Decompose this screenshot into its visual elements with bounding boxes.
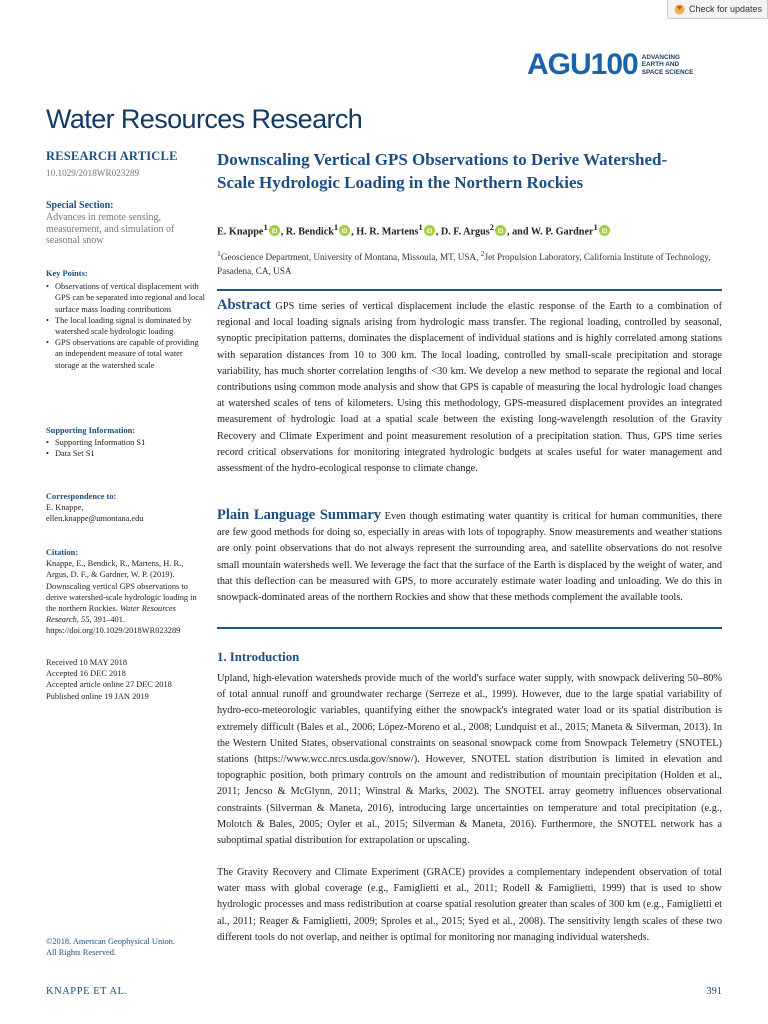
citation-body: Knappe, E., Bendick, R., Martens, H. R., Argus, D. F., & Gardner, W. P. (2019). Downscaling vertical GPS observations to derive watershed-scale hydrologic loading in the northern Rockies. xyxy=(46,559,197,614)
special-section-label: Special Section: xyxy=(46,200,114,211)
author-separator: , xyxy=(351,226,357,238)
orcid-icon[interactable] xyxy=(269,225,280,236)
orcid-icon[interactable] xyxy=(424,225,435,236)
article-type: RESEARCH ARTICLE xyxy=(46,149,178,163)
author-separator: , xyxy=(280,226,286,238)
page-number: 391 xyxy=(706,986,722,997)
orcid-icon[interactable] xyxy=(599,225,610,236)
citation-volume: 55 xyxy=(81,615,90,625)
author-separator: , and xyxy=(506,226,531,238)
author-affiliation-number: 1 xyxy=(333,222,339,232)
orcid-icon[interactable] xyxy=(495,225,506,236)
article-title: Downscaling Vertical GPS Observations to Derive Watershed-Scale Hydrologic Loading in the Northern Rockies xyxy=(217,150,668,192)
author-separator: , xyxy=(435,226,441,238)
key-point: • The local loading signal is dominated by watershed scale hydrologic loading xyxy=(46,315,206,337)
crossmark-icon xyxy=(674,4,685,15)
special-section-text: Advances in remote sensing, measurement, and simulation of seasonal snow xyxy=(46,212,175,247)
agu-tagline-line: ADVANCING xyxy=(641,53,680,61)
date-accepted-online: Accepted article online 27 DEC 2018 xyxy=(46,680,172,690)
correspondence-label: Correspondence to: xyxy=(46,492,117,501)
dates xyxy=(46,657,206,702)
abstract-heading: Abstract xyxy=(217,297,271,313)
orcid-icon[interactable] xyxy=(339,225,350,236)
agu-logo xyxy=(527,48,717,82)
abstract-text: GPS time series of vertical displacement include the elastic response of the Earth to a combination of regional and local loading signals arising from hydrologic mass transfer. The regional loading, controlled by seasonal, synoptic precipitation patterns, dominates the displacement of individual stations and is highly correlated among stations with separation distances from 10 to 300 km. The local loading, controlled by small-scale precipitation and storage variability, has much shorter correlation lengths of <30 km. We develop a new method to separate the regional and local contributions using common mode analysis and show that GPS is capable of measuring the local hydrologic load changes at watershed scales of tens of kilometers. Using this methodology, GPS-measured displacement provides an integrated measurement of hydrologic load at a spatial scale between the existing long-wavelength resolution of the Gravity Recovery and Climate Experiment and point measurement resolution of a precipitation station. Thus, GPS time series record critical observations for monitoring integrated hydrologic budgets at scales useful for water management and assessment of the hydro-ecological response to climate change. xyxy=(217,301,722,475)
correspondence-email[interactable]: ellen.knappe@umontana.edu xyxy=(46,514,144,524)
author-name: W. P. Gardner xyxy=(530,226,594,238)
author-affiliation-number: 2 xyxy=(489,222,494,232)
divider xyxy=(217,289,722,291)
svg-text:iD: iD xyxy=(601,229,608,236)
abstract xyxy=(217,297,722,477)
affiliations: $^1$Geoscience Department, University of Montana, Missoula, MT, USA, $^2$Jet Propulsion Laboratory, California Institute of Technology, Pasadena, CA, USA xyxy=(217,249,711,277)
svg-text:iD: iD xyxy=(271,229,278,236)
correspondence xyxy=(46,491,206,525)
copyright-line: All Rights Reserved. xyxy=(46,948,117,958)
date-accepted: Accepted 16 DEC 2018 xyxy=(46,669,126,679)
affiliation-2: Jet Propulsion Laboratory, California Institute of Technology, Pasadena, CA, USA xyxy=(217,252,711,277)
supporting-label: Supporting Information: xyxy=(46,426,136,435)
author-list xyxy=(217,222,611,237)
author-affiliation-number: 1 xyxy=(418,222,423,232)
correspondence-name: E. Knappe, xyxy=(46,503,84,513)
doi: 10.1029/2018WR023289 xyxy=(46,168,140,178)
pls-heading: Plain Language Summary xyxy=(217,507,382,523)
citation-label: Citation: xyxy=(46,548,79,557)
agu-tagline-line: SPACE SCIENCE xyxy=(641,68,694,76)
date-published: Published online 19 JAN 2019 xyxy=(46,691,149,701)
section-heading: 1. Introduction xyxy=(217,650,300,664)
plain-language-summary xyxy=(217,507,722,606)
author-name: H. R. Martens xyxy=(356,226,419,238)
svg-text:iD: iD xyxy=(426,229,433,236)
journal-title: Water Resources Research xyxy=(46,104,363,134)
supporting-item[interactable]: • Data Set S1 xyxy=(46,448,206,459)
agu-tagline-line: EARTH AND xyxy=(641,61,680,69)
key-points xyxy=(46,268,206,371)
author-name: R. Bendick xyxy=(285,226,334,238)
svg-text:iD: iD xyxy=(341,229,348,236)
key-point: • GPS observations are capable of providing an independent measure of total water storage at the watershed scale xyxy=(46,337,206,371)
author-affiliation-number: 1 xyxy=(263,222,268,232)
key-points-label: Key Points: xyxy=(46,269,88,278)
date-received: Received 10 MAY 2018 xyxy=(46,658,128,667)
supporting-item[interactable]: • Supporting Information S1 xyxy=(46,437,206,448)
copyright-line: ©2018. American Geophysical Union. xyxy=(46,937,175,946)
check-for-updates-label: Check for updates xyxy=(689,4,763,14)
paragraph: Upland, high-elevation watersheds provide much of the world's surface water supply, with snowpack delivering 50–80% of total annual runoff and groundwater recharge (Serreze et al., 1999). However, due to the large spatial variability of hydro-eco-meteorologic variables, quantifying either the snowpack's integrated water load or its spatial distribution is extremely difficult (Bales et al., 2006; López-Moreno et al., 2008; Lundquist et al., 2015; Maneta & Silverman, 2013). In the Western United States, observational constraints on seasonal snowpack come from Snowpack Telemetry (SNOTEL) stations (https://www.wcc.nrcs.usda.gov/snow/). However, SNOTEL station distribution is limited in elevation and topographic position, both primary controls on the amount and redistribution of mountain precipitation (Holden et al., 2011; Jencso & McGlynn, 2011; Winstral & Marks, 2002). The SNOTEL array geometry influences observational constraints (Silverman & Maneta, 2016), introducing large uncertainties on temperature and total precipitation (e.g., Molotch & Bales, 2005; Oyler et al., 2015; Silverman & Maneta, 2016). Furthermore, the SNOTEL network has a suboptimal spatial distribution for extrapolation or upscaling. xyxy=(217,673,722,847)
paragraph: The Gravity Recovery and Climate Experiment (GRACE) provides a complementary independent observation of total water mass with global coverage (e.g., Famiglietti et al., 2011; Rodell & Famiglietti, 1999) that is used to show hydrologic processes and mass redistribution at coarse spatial resolution greater than scales of 300 km (e.g., Famiglietti et al., 2011; Reager & Famiglietti, 2009; Sproles et al., 2015; Syed et al., 2008). The sensitivity length scales of these two different tools do not overlap, and neither is optimal for monitoring nor managing individual watersheds. xyxy=(217,867,722,943)
citation-journal: Water Resources Research xyxy=(46,604,176,625)
citation xyxy=(46,547,198,637)
key-point: • Observations of vertical displacement with GPS can be separated into regional and local surface mass loading contributions xyxy=(46,281,206,315)
pls-text: Even though estimating water quantity is critical for human communities, there are few good methods for doing so, especially in areas with lots of topography. Snow measurements and weather stations are only point observations that do not always represent the surrounding area, and satellite observations do not resolve small mountain watersheds well. We leverage the fact that the surface of the Earth is displaced by the weight of water, and that this deflection can be measured with GPS, to more accurately estimate water loading and unloading. We do this in snowpack-dominated areas of the northern Rockies and show that these methods complement the available tools. xyxy=(217,511,723,604)
affiliation-1: Geoscience Department, University of Montana, Missoula, MT, USA, xyxy=(220,252,479,263)
author-name: D. F. Argus xyxy=(440,226,490,238)
author-affiliation-number: 1 xyxy=(593,222,598,232)
citation-pages-doi[interactable]: , 391–401. https://doi.org/10.1029/2018WR023289 xyxy=(46,615,181,636)
agu-logo-text: AGU100 xyxy=(527,48,638,81)
supporting-information xyxy=(46,425,206,460)
copyright xyxy=(46,936,206,958)
footer-authors: KNAPPE ET AL. xyxy=(46,986,128,997)
author-name: E. Knappe xyxy=(217,226,264,238)
divider xyxy=(217,627,722,629)
check-for-updates-button[interactable] xyxy=(667,0,768,19)
agu-tagline xyxy=(642,54,694,76)
svg-text:iD: iD xyxy=(497,229,504,236)
citation-text: Knappe, E., Bendick, R., Martens, H. R., Argus, D. F., & Gardner, W. P. (2019). Downscaling vertical GPS observations to derive watershed-scale hydrologic loading in the northern Rockies. Water Resources Research, 55, 391–401. https://doi.org/10.1029/2018WR023289 xyxy=(46,559,197,636)
